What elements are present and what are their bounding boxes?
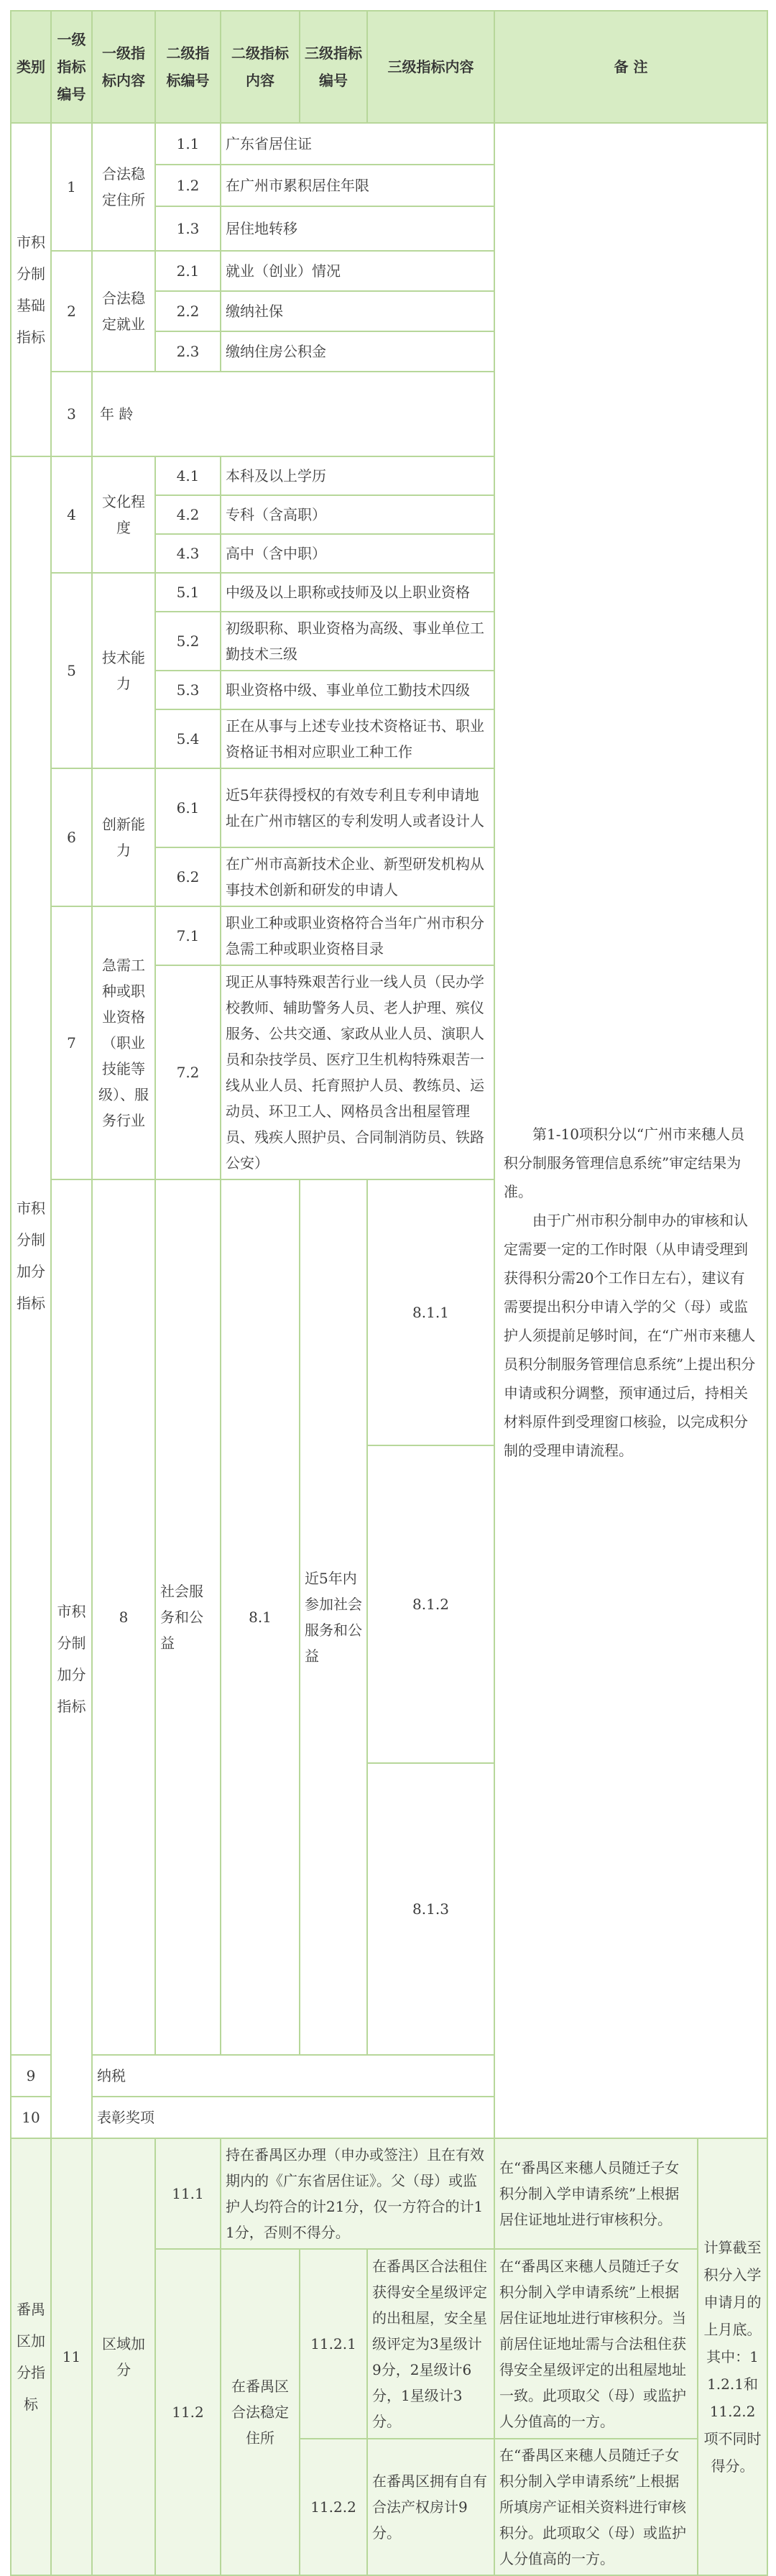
l1-name-2: 合法稳定就业 — [92, 251, 155, 372]
l1-no-2: 2 — [51, 251, 92, 372]
section-basic: 市积分制基础指标 — [11, 123, 51, 456]
l1-name-4: 文化程度 — [92, 456, 155, 573]
l2-content-4-1: 本科及以上学历 — [221, 456, 494, 495]
l2-no-1-1: 1.1 — [155, 123, 221, 165]
l2-content-5-3: 职业资格中级、事业单位工勤技术四级 — [221, 671, 494, 709]
l2-content-2-1: 就业（创业）情况 — [221, 251, 494, 291]
l1-name-6: 创新能力 — [92, 768, 155, 906]
l2-content-7-1: 职业工种或职业资格符合当年广州市积分急需工种或职业资格目录 — [221, 906, 494, 965]
section-bonus-1: 市积分制加分指标 — [11, 456, 51, 2055]
l2-content-2-3: 缴纳住房公积金 — [221, 331, 494, 372]
l2-content-11-1: 持在番禺区办理（申办或签注）且在有效期内的《广东省居住证》。父（母）或监护人均符合的计21分，仅一方符合的计11分，否则不得分。 — [221, 2138, 494, 2249]
header-l1-content: 一级指标内容 — [92, 11, 155, 123]
l1-name-7: 急需工种或职业资格（职业技能等级）、服务行业 — [92, 906, 155, 1179]
l2-content-5-2: 初级职称、职业资格为高级、事业单位工勤技术三级 — [221, 612, 494, 671]
l1-name-5: 技术能力 — [92, 573, 155, 768]
l2-no-4-1: 4.1 — [155, 456, 221, 495]
l1-name-9: 纳税 — [92, 2055, 494, 2097]
l1-name-1: 合法稳定住所 — [92, 123, 155, 251]
l1-no-1: 1 — [51, 123, 92, 251]
section-bonus-2: 市积分制加分指标 — [51, 1179, 92, 2138]
l2-no-4-2: 4.2 — [155, 495, 221, 534]
l2-no-8-1: 8.1 — [221, 1179, 300, 2055]
l1-no-4: 4 — [51, 456, 92, 573]
header-l3-no: 三级指标编号 — [300, 11, 367, 123]
l2-no-1-2: 1.2 — [155, 165, 221, 206]
l2-content-1-3: 居住地转移 — [221, 206, 494, 251]
l2-no-2-1: 2.1 — [155, 251, 221, 291]
l2-no-6-2: 6.2 — [155, 847, 221, 906]
note-11-1: 在“番禺区来穗人员随迁子女积分制入学申请系统”上根据居住证地址进行审核积分。 — [494, 2138, 698, 2249]
l2-no-7-1: 7.1 — [155, 906, 221, 965]
l2-no-7-2: 7.2 — [155, 965, 221, 1179]
l2-no-11-2: 11.2 — [155, 2249, 221, 2575]
l2-no-5-1: 5.1 — [155, 573, 221, 612]
header-l2-content: 二级指标内容 — [221, 11, 300, 123]
l1-name-10: 表彰奖项 — [92, 2097, 494, 2138]
l2-no-5-2: 5.2 — [155, 612, 221, 671]
l2-content-5-4: 正在从事与上述专业技术资格证书、职业资格证书相对应职业工种工作 — [221, 709, 494, 768]
l2-content-2-2: 缴纳社保 — [221, 291, 494, 331]
header-remarks: 备 注 — [494, 11, 767, 123]
l3-no-11-2-1: 11.2.1 — [300, 2249, 367, 2439]
remark-p1: 第1-10项积分以“广州市来穗人员积分制服务管理信息系统”审定结果为准。 — [504, 1126, 745, 1200]
l1-no-7: 7 — [51, 906, 92, 1179]
l2-content-6-2: 在广州市高新技术企业、新型研发机构从事技术创新和研发的申请人 — [221, 847, 494, 906]
l3-no-8-1-3: 8.1.3 — [367, 1763, 494, 2055]
l1-no-11: 11 — [51, 2138, 92, 2575]
l2-no-2-3: 2.3 — [155, 331, 221, 372]
header-l2-no: 二级指标编号 — [155, 11, 221, 123]
l1-no-5: 5 — [51, 573, 92, 768]
l3-content-11-2-1: 在番禺区合法租住获得安全星级评定的出租屋，安全星级评定为3星级计9分，2星级计6分，1星级计3分。 — [367, 2249, 494, 2439]
header-l3-content: 三级指标内容 — [367, 11, 494, 123]
l2-content-1-2: 在广州市累积居住年限 — [221, 165, 494, 206]
l2-no-5-4: 5.4 — [155, 709, 221, 768]
l2-no-4-3: 4.3 — [155, 534, 221, 573]
l2-content-6-1: 近5年获得授权的有效专利且专利申请地址在广州市辖区的专利发明人或者设计人 — [221, 768, 494, 847]
section-panyu: 番禺区加分指标 — [11, 2138, 51, 2575]
l1-name-8: 社会服务和公益 — [155, 1179, 221, 2055]
l1-name-3: 年 龄 — [92, 372, 494, 456]
l1-no-8: 8 — [92, 1179, 155, 2055]
l2-no-6-1: 6.1 — [155, 768, 221, 847]
header-l1-no: 一级指标编号 — [51, 11, 92, 123]
l2-content-7-2: 现正从事特殊艰苦行业一线人员（民办学校教师、辅助警务人员、老人护理、殡仪服务、公共交通、家政从业人员、演职人员和杂技学员、医疗卫生机构特殊艰苦一线从业人员、托育照护人员、教练员、运动员、环卫工人、网格员含出租屋管理员、残疾人照护员、合同制消防员、铁路公安） — [221, 965, 494, 1179]
l2-content-4-3: 高中（含中职） — [221, 534, 494, 573]
l3-no-11-2-2: 11.2.2 — [300, 2439, 367, 2575]
remark-p2: 由于广州市积分制申办的审核和认定需要一定的工作时限（从申请受理到获得积分需20个工作日左右），建议有需要提出积分申请入学的父（母）或监护人须提前足够时间，在“广州市来穗人员积分制服务管理信息系统”上提出积分申请或积分调整，预审通过后，持相关材料原件到受理窗口核验，以完成积分制的受理申请流程。 — [504, 1212, 756, 1459]
remarks-main — [494, 123, 767, 2138]
l1-no-10: 10 — [11, 2097, 51, 2138]
l1-no-9: 9 — [11, 2055, 51, 2097]
l1-name-11: 区域加分 — [92, 2138, 155, 2575]
note-11-2-1: 在“番禺区来穗人员随迁子女积分制入学申请系统”上根据居住证地址进行审核积分。当前居住证地址需与合法租住获得安全星级评定的出租屋地址一致。此项取父（母）或监护人分值高的一方。 — [494, 2249, 698, 2439]
l3-no-8-1-2: 8.1.2 — [367, 1445, 494, 1763]
policy-table — [10, 10, 768, 2576]
l1-no-6: 6 — [51, 768, 92, 906]
l3-no-8-1-1: 8.1.1 — [367, 1179, 494, 1445]
l2-content-11-2: 在番禺区合法稳定住所 — [221, 2249, 300, 2575]
l1-no-3: 3 — [51, 372, 92, 456]
l2-content-8-1: 近5年内参加社会服务和公益 — [300, 1179, 367, 2055]
l2-content-4-2: 专科（含高职） — [221, 495, 494, 534]
side-note-11: 计算截至积分入学申请月的上月底。其中：11.2.1和11.2.2项不同时得分。 — [698, 2138, 767, 2575]
l3-content-11-2-2: 在番禺区拥有自有合法产权房计9分。 — [367, 2439, 494, 2575]
header-category: 类别 — [11, 11, 51, 123]
l2-no-2-2: 2.2 — [155, 291, 221, 331]
note-11-2-2: 在“番禺区来穗人员随迁子女积分制入学申请系统”上根据所填房产证相关资料进行审核积分。此项取父（母）或监护人分值高的一方。 — [494, 2439, 698, 2575]
l2-no-5-3: 5.3 — [155, 671, 221, 709]
l2-no-11-1: 11.1 — [155, 2138, 221, 2249]
l2-content-1-1: 广东省居住证 — [221, 123, 494, 165]
l2-no-1-3: 1.3 — [155, 206, 221, 251]
l2-content-5-1: 中级及以上职称或技师及以上职业资格 — [221, 573, 494, 612]
